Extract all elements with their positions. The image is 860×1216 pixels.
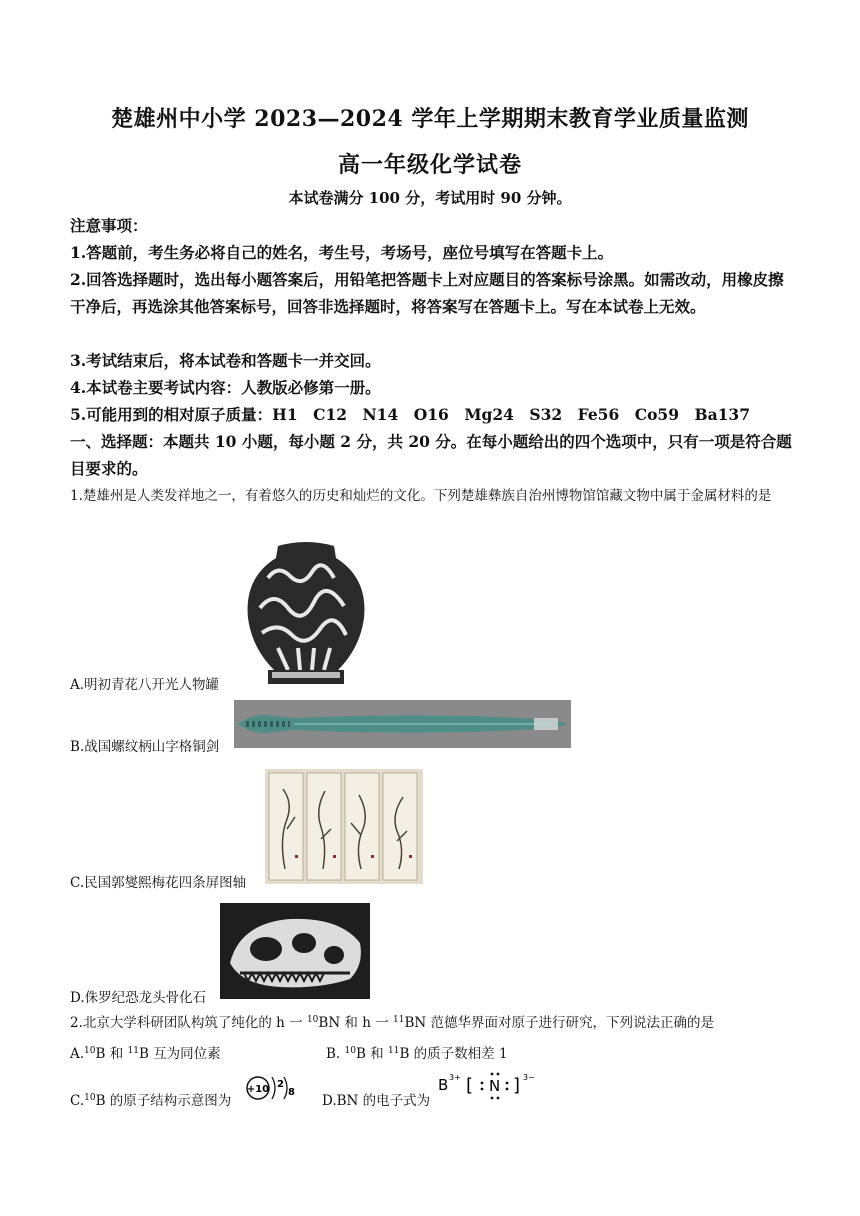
- bn-electron-formula: [436, 1068, 546, 1102]
- q1-option-c: C.民国郭燮熙梅花四条屏图轴: [70, 875, 247, 891]
- exam-info: 本试卷满分 100 分，考试用时 90 分钟。: [288, 189, 572, 207]
- q1-option-d: D.侏罗纪恐龙头骨化石: [70, 990, 207, 1006]
- q2-option-c: C.$^{10}$B 的原子结构示意图为: [70, 1093, 232, 1109]
- nucleus-charge: +10: [246, 1084, 270, 1095]
- section-heading: 一、选择题：本题共 10 小题，每小题 2 分，共 20 分。在每小题给出的四个选项中，只有一项是符合题目要求的。: [70, 432, 792, 478]
- shell-2-electrons: 8: [288, 1087, 295, 1098]
- exam-subtitle-grade: 高一年级化学试卷: [337, 152, 522, 178]
- note-item-3: 3.考试结束后，将本试卷和答题卡一并交回。: [70, 351, 381, 370]
- bracket-open: [: [466, 1075, 474, 1096]
- bracket-close: ]: [513, 1075, 521, 1096]
- notes-heading: 注意事项：: [70, 216, 148, 235]
- q1-option-a: A.明初青花八开光人物罐: [70, 677, 220, 693]
- dinosaur-skull-fossil-image: [220, 903, 370, 999]
- q2-option-d: D.BN 的电子式为: [322, 1093, 431, 1109]
- note-item-1: 1.答题前，考生务必将自己的姓名，考生号，考场号，座位号填写在答题卡上。: [70, 243, 614, 262]
- note-item-4: 4.本试卷主要考试内容：人教版必修第一册。: [70, 378, 381, 397]
- nitride-charge: 3−: [523, 1073, 535, 1082]
- exam-title: 楚雄州中小学 2023—2024 学年上学期期末教育学业质量监测: [111, 106, 749, 132]
- question-1-stem: 1.楚雄州是人类发祥地之一，有着悠久的历史和灿烂的文化。下列楚雄彝族自治州博物馆馆藏文物中属于金属材料的是: [70, 488, 772, 504]
- shell-1-electrons: 2: [277, 1079, 284, 1090]
- note-item-5: 5.可能用到的相对原子质量：H1 C12 N14 O16 Mg24 S32 Fe56 Co59 Ba137: [70, 405, 750, 424]
- atomic-structure-diagram: [244, 1072, 298, 1104]
- question-2-stem: 2.北京大学科研团队构筑了纯化的 h 一 $^{10}$BN 和 h 一 $^{11}$BN 范德华界面对原子进行研究，下列说法正确的是: [70, 1015, 714, 1031]
- note-item-2: 2.回答选择题时，选出每小题答案后，用铅笔把答题卡上对应题目的答案标号涂黑。如需改动，用橡皮擦干净后，再选涂其他答案标号，回答非选择题时，将答案写在答题卡上。写在本试卷上无效。: [70, 270, 784, 316]
- bronze-sword-image: [234, 700, 571, 748]
- nitrogen-symbol: N: [489, 1077, 501, 1095]
- blue-white-jar-image: [238, 538, 374, 688]
- boron-charge: 3+: [449, 1073, 461, 1082]
- boron-symbol: B: [438, 1076, 449, 1094]
- q1-option-b: B.战国螺纹柄山字格铜剑: [70, 739, 220, 755]
- q2-option-b: B. $^{10}$B 和 $^{11}$B 的质子数相差 1: [326, 1046, 508, 1062]
- plum-blossom-scrolls-image: [265, 769, 423, 884]
- q2-option-a: A.$^{10}$B 和 $^{11}$B 互为同位素: [70, 1046, 221, 1062]
